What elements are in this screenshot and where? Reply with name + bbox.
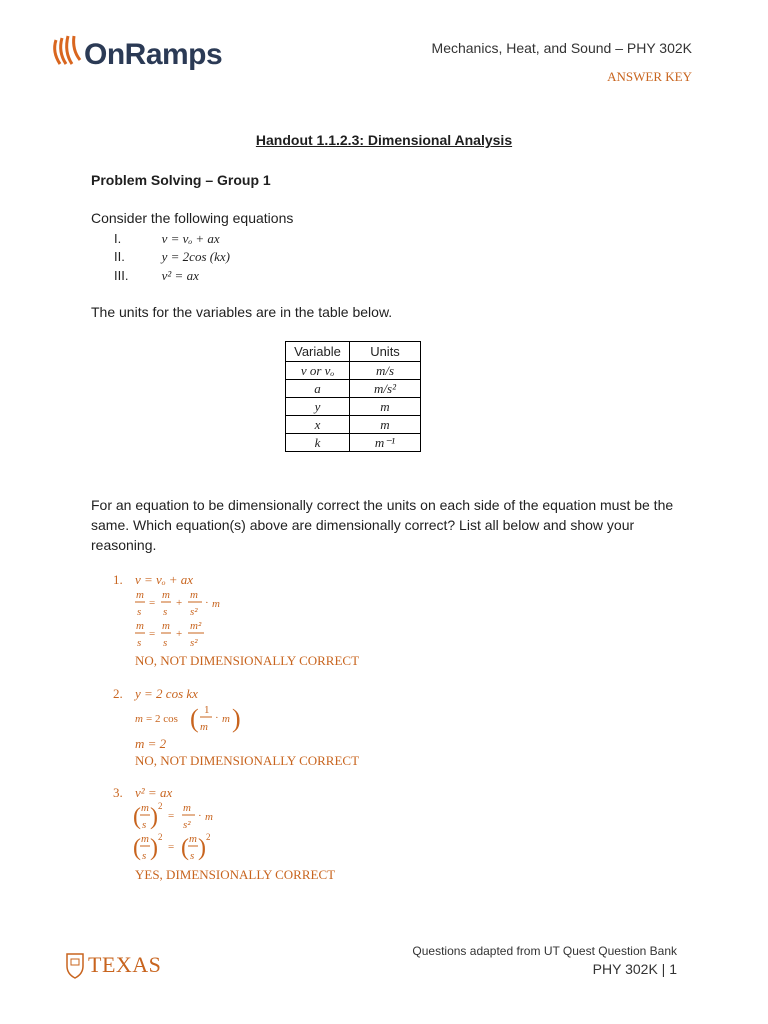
- table-cell-units: m/s: [350, 362, 421, 380]
- page-title: Handout 1.1.2.3: Dimensional Analysis: [255, 132, 513, 148]
- svg-text:m: m: [212, 598, 220, 610]
- svg-text:s: s: [163, 606, 168, 618]
- equation-number: III.: [114, 268, 129, 283]
- table-cell-units: m: [350, 416, 421, 434]
- svg-text:): ): [198, 835, 206, 861]
- table-row: [286, 362, 421, 380]
- svg-text:(: (: [181, 835, 189, 861]
- table-intro-text: The units for the variables are in the table below.: [91, 304, 393, 320]
- question-text: For an equation to be dimensionally correct the units on each side of the equation must be the same. Which equation(s) above are dimensionally correct? List all below and show your reasoning.: [91, 497, 674, 553]
- equation-number: II.: [114, 249, 125, 264]
- svg-text:m: m: [162, 589, 170, 601]
- svg-text:2: 2: [206, 832, 211, 842]
- svg-text:·: ·: [198, 810, 202, 822]
- table-header-row: [286, 342, 421, 362]
- units-table: [285, 341, 421, 452]
- equation-expression: y = 2cos (kx): [161, 249, 230, 264]
- svg-text:m: m: [136, 589, 144, 601]
- texas-logo: [66, 952, 166, 982]
- logo-wordmark: OnRamps: [84, 38, 223, 71]
- table-header-units: Units: [350, 342, 421, 362]
- svg-text:= 2 cos: = 2 cos: [146, 713, 178, 725]
- svg-text:s: s: [142, 819, 147, 831]
- svg-text:m: m: [189, 833, 197, 845]
- table-cell-variable: v or vₒ: [286, 362, 350, 380]
- svg-text:s²: s²: [190, 637, 198, 649]
- svg-text:m: m: [222, 713, 230, 725]
- svg-text:s²: s²: [190, 606, 198, 618]
- onramps-mark-icon: [50, 32, 84, 72]
- svg-text:s: s: [163, 637, 168, 649]
- svg-text:(: (: [133, 804, 141, 830]
- table-header-variable: Variable: [286, 342, 350, 362]
- svg-text:=: =: [149, 628, 156, 640]
- svg-text:s²: s²: [183, 819, 191, 831]
- svg-text:=: =: [168, 841, 175, 853]
- svg-text:s: s: [142, 850, 147, 862]
- table-cell-units: m/s²: [350, 380, 421, 398]
- svg-text:): ): [232, 704, 241, 733]
- answer-verdict: NO, NOT DIMENSIONALLY CORRECT: [135, 653, 360, 668]
- answer-step-math: [133, 618, 243, 652]
- equation-number: I.: [114, 231, 122, 246]
- footer-credit: Questions adapted from UT Quest Question Bank: [412, 944, 677, 958]
- svg-text:+: +: [176, 628, 183, 640]
- equation-row: [114, 249, 230, 265]
- svg-text:1: 1: [204, 704, 210, 716]
- svg-text:(: (: [190, 704, 199, 733]
- svg-text:2: 2: [158, 801, 163, 811]
- answer-step-math: [133, 587, 243, 621]
- table-cell-variable: x: [286, 416, 350, 434]
- svg-text:(: (: [133, 835, 141, 861]
- svg-text:m: m: [205, 811, 213, 823]
- answer-step-result: m = 2: [135, 736, 167, 751]
- svg-text:m: m: [183, 802, 191, 814]
- svg-text:m: m: [200, 721, 208, 733]
- svg-text:): ): [150, 835, 158, 861]
- equation-expression: v = vₒ + ax: [161, 231, 220, 246]
- svg-text:): ): [150, 804, 158, 830]
- svg-text:2: 2: [158, 832, 163, 842]
- equation-row: [114, 268, 199, 284]
- answer-step-math: [133, 800, 243, 834]
- table-cell-variable: a: [286, 380, 350, 398]
- table-cell-variable: k: [286, 434, 350, 452]
- svg-text:·: ·: [215, 712, 219, 724]
- table-cell-units: m: [350, 398, 421, 416]
- svg-text:s: s: [190, 850, 195, 862]
- answer-step-math: [133, 831, 243, 867]
- equation-expression: v² = ax: [161, 268, 199, 283]
- intro-text: Consider the following equations: [91, 210, 294, 226]
- table-row: [286, 380, 421, 398]
- answer-equation: y = 2 cos kx: [135, 686, 198, 701]
- table-row: [286, 416, 421, 434]
- answer-block-3: [113, 785, 413, 885]
- answer-verdict: NO, NOT DIMENSIONALLY CORRECT: [135, 753, 360, 768]
- svg-text:m: m: [136, 620, 144, 632]
- answer-verdict: YES, DIMENSIONALLY CORRECT: [135, 867, 336, 882]
- svg-text:s: s: [137, 637, 142, 649]
- svg-text:m: m: [162, 620, 170, 632]
- svg-text:=: =: [168, 810, 175, 822]
- table-row: [286, 434, 421, 452]
- answer-equation: v² = ax: [135, 785, 173, 800]
- answer-block-1: [113, 572, 413, 672]
- answer-number: 3.: [113, 785, 123, 800]
- svg-text:s: s: [137, 606, 142, 618]
- svg-text:m: m: [141, 802, 149, 814]
- svg-text:m²: m²: [190, 620, 202, 632]
- svg-text:·: ·: [205, 597, 209, 609]
- table-cell-units: m⁻¹: [350, 434, 421, 452]
- page-number: PHY 302K | 1: [592, 961, 677, 977]
- svg-text:m: m: [135, 713, 143, 725]
- answer-block-2: [113, 686, 413, 770]
- answer-equation: v = vₒ + ax: [135, 572, 194, 587]
- table-row: [286, 398, 421, 416]
- equation-row: [114, 231, 220, 247]
- texas-wordmark: TEXAS: [88, 952, 162, 977]
- answer-key-label: ANSWER KEY: [607, 69, 692, 84]
- answer-step-math: [133, 702, 263, 738]
- svg-text:m: m: [190, 589, 198, 601]
- course-title: Mechanics, Heat, and Sound – PHY 302K: [431, 40, 692, 56]
- answer-number: 2.: [113, 686, 123, 701]
- svg-text:+: +: [176, 597, 183, 609]
- section-heading: Problem Solving – Group 1: [91, 172, 271, 188]
- answer-number: 1.: [113, 572, 123, 587]
- svg-text:m: m: [141, 833, 149, 845]
- table-cell-variable: y: [286, 398, 350, 416]
- svg-text:=: =: [149, 597, 156, 609]
